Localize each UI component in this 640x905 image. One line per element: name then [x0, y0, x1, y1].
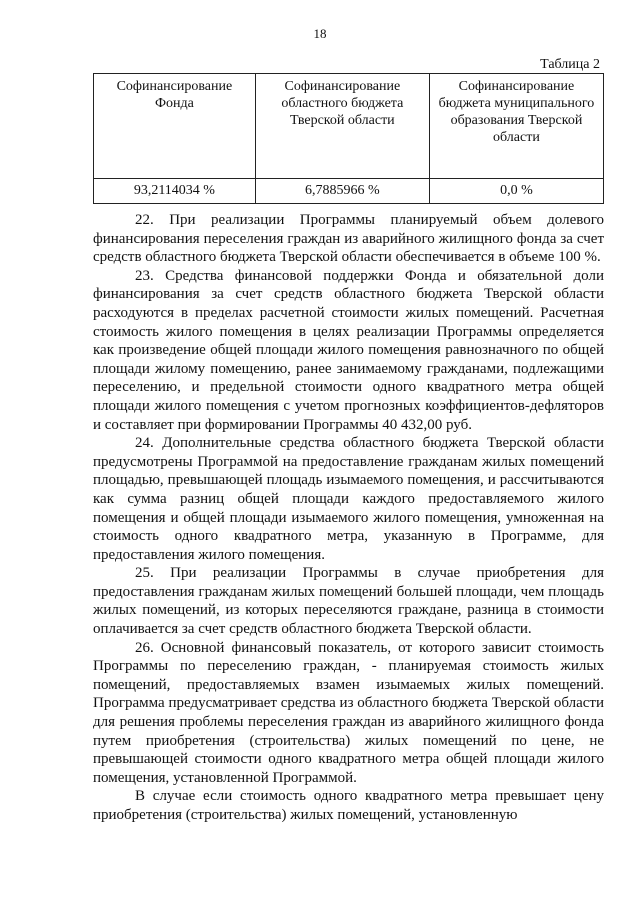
table-header-cell: Софинансирование бюджета муниципального образования Тверской области — [429, 74, 603, 179]
table-row — [94, 179, 604, 204]
table-header-cell: Софинансирование Фонда — [94, 74, 256, 179]
table-cell: 0,0 % — [429, 179, 603, 204]
paragraph-22: 22. При реализации Программы планируемый объем долевого финансирования переселения граждан из аварийного жилищного фонда за счет средств областного бюджета Тверской области обеспечивается в объеме 100 %. — [93, 212, 604, 266]
paragraph-26: 26. Основной финансовый показатель, от которого зависит стоимость Программы по переселению граждан, - планируемая стоимость жилых помещений, предоставляемых взамен изымаемых жилых помещений. Программа предусматривает средства из областного бюджета Тверской области для решения проблемы переселения граждан из аварийного жилищного фонда путем приобретения (строительства) жилых помещений по цене, не превышающей стоимости одного квадратного метра общей площади жилого помещения, установленной Программой. — [93, 639, 604, 786]
table-cell: 93,2114034 % — [94, 179, 256, 204]
cofinancing-table — [93, 73, 604, 204]
table-header-row — [94, 74, 604, 179]
paragraph-23: 23. Средства финансовой поддержки Фонда и обязательной доли финансирования за счет средств областного бюджета Тверской области расходуются в пределах расчетной стоимости жилых помещений. Расчетная стоимость жилого помещения в целях реализации Программы определяется как произведение общей площади жилого помещения равнозначного по общей площади жилому помещению, ранее занимаемому гражданами, подлежащими переселению, и предельной стоимости одного квадратного метра общей площади жилого помещения с учетом прогнозных коэффициентов-дефляторов и составляет при формировании Программы 40 432,00 руб. — [93, 267, 604, 433]
page-number: 18 — [313, 26, 327, 41]
body-text — [93, 211, 604, 825]
table-cell: 6,7885966 % — [255, 179, 429, 204]
paragraph-24: 24. Дополнительные средства областного бюджета Тверской области предусмотрены Программой на предоставление гражданам жилых помещений площадью, превышающей площадь изымаемого помещения, и рассчитываются как сумма разниц общей площади каждого предоставляемого жилого помещения и общей площади изымаемого жилого помещения, умноженная на стоимость одного квадратного метра, указанную в Программе, для предоставления жилого помещения. — [93, 435, 604, 563]
paragraph-25: 25. При реализации Программы в случае приобретения для предоставления гражданам жилых помещений большей площади, чем площадь жилых помещений, из которых переселяются граждане, разница в стоимости оплачивается за счет средств областного бюджета Тверской области. — [93, 565, 604, 638]
table-header-cell: Софинансирование областного бюджета Тверской области — [255, 74, 429, 179]
paragraph-continuation: В случае если стоимость одного квадратного метра превышает цену приобретения (строительства) жилых помещений, установленную — [93, 788, 604, 823]
table-caption: Таблица 2 — [540, 57, 600, 72]
